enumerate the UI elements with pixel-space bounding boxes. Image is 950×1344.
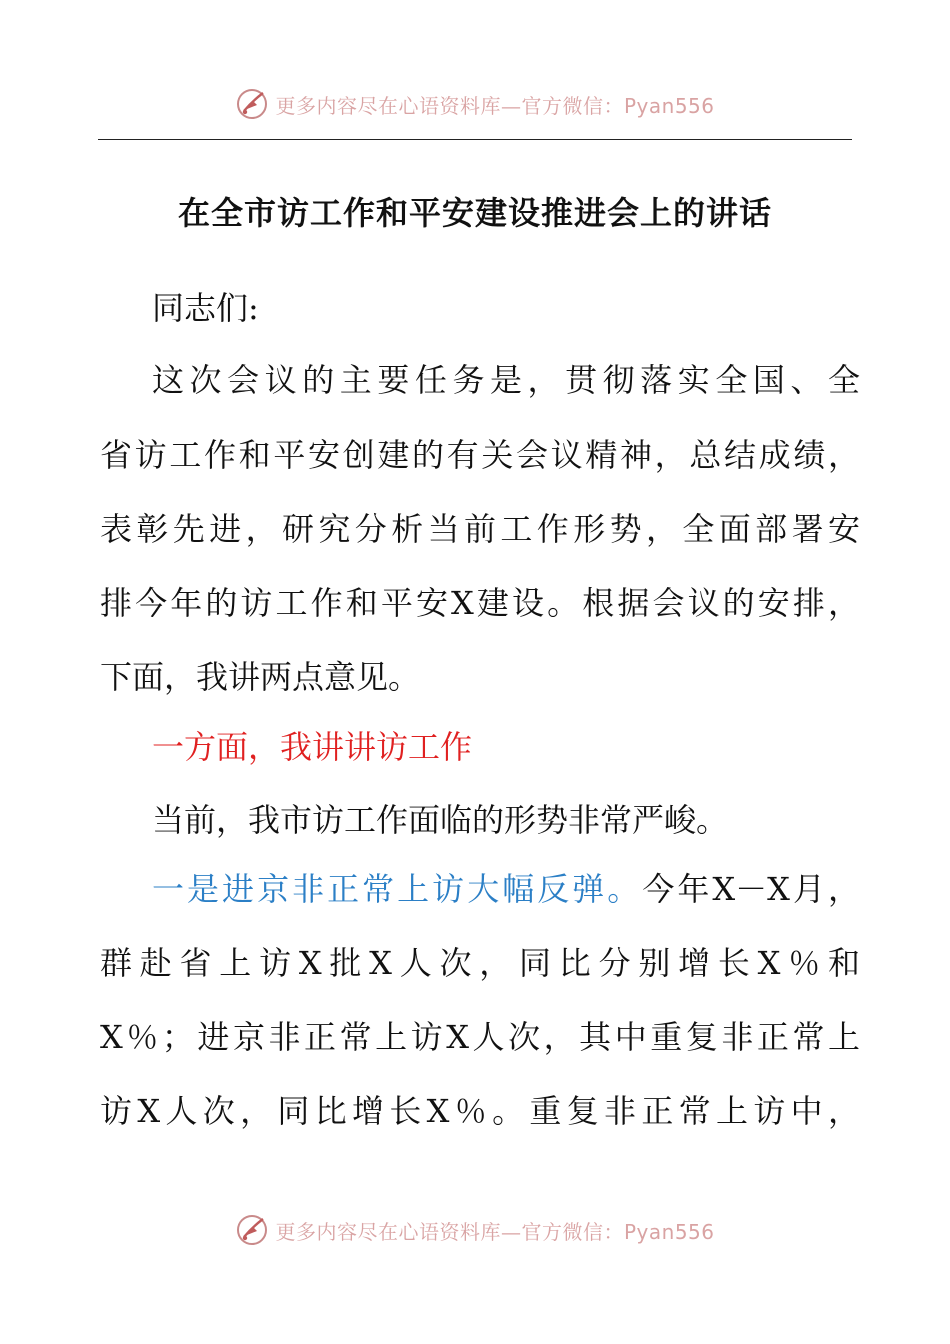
body-line: 这次会议的主要任务是，贯彻落实全国、全 [152, 361, 860, 399]
salutation: 同志们: [152, 289, 259, 327]
watermark-text: 更多内容尽在心语资料库—官方微信：Pyan556 [275, 93, 715, 118]
document-title: 在全市访工作和平安建设推进会上的讲话 [177, 194, 772, 232]
footer-watermark [0, 1210, 950, 1250]
quill-seal-logo-icon [235, 87, 269, 121]
header-divider [98, 139, 852, 140]
point-one-heading: 一是进京非正常上访大幅反弹。 [152, 870, 643, 908]
body-line: 省访工作和平安创建的有关会议精神，总结成绩， [100, 436, 860, 474]
body-line: 排今年的访工作和平安X建设。根据会议的安排， [100, 584, 860, 622]
body-line: 访X人次，同比增长X％。重复非正常上访中， [100, 1092, 860, 1130]
section-heading: 一方面，我讲讲访工作 [152, 728, 473, 766]
quill-seal-logo-icon [235, 1213, 269, 1247]
body-line: 群赴省上访X批X人次，同比分别增长X％和 [100, 944, 860, 982]
body-line: X％；进京非正常上访X人次，其中重复非正常上 [100, 1018, 860, 1056]
point-one-line [152, 864, 860, 914]
watermark-text: 更多内容尽在心语资料库—官方微信：Pyan556 [275, 1219, 715, 1244]
situation-sentence: 当前，我市访工作面临的形势非常严峻。 [152, 801, 729, 839]
body-line: 下面，我讲两点意见。 [100, 658, 421, 696]
point-one-rest: 今年X－X月， [642, 870, 860, 908]
watermark-wechat-id: Pyan556 [623, 1219, 715, 1244]
watermark-wechat-id: Pyan556 [623, 93, 715, 118]
body-line: 表彰先进，研究分析当前工作形势，全面部署安 [100, 510, 860, 548]
header-watermark [0, 84, 950, 124]
